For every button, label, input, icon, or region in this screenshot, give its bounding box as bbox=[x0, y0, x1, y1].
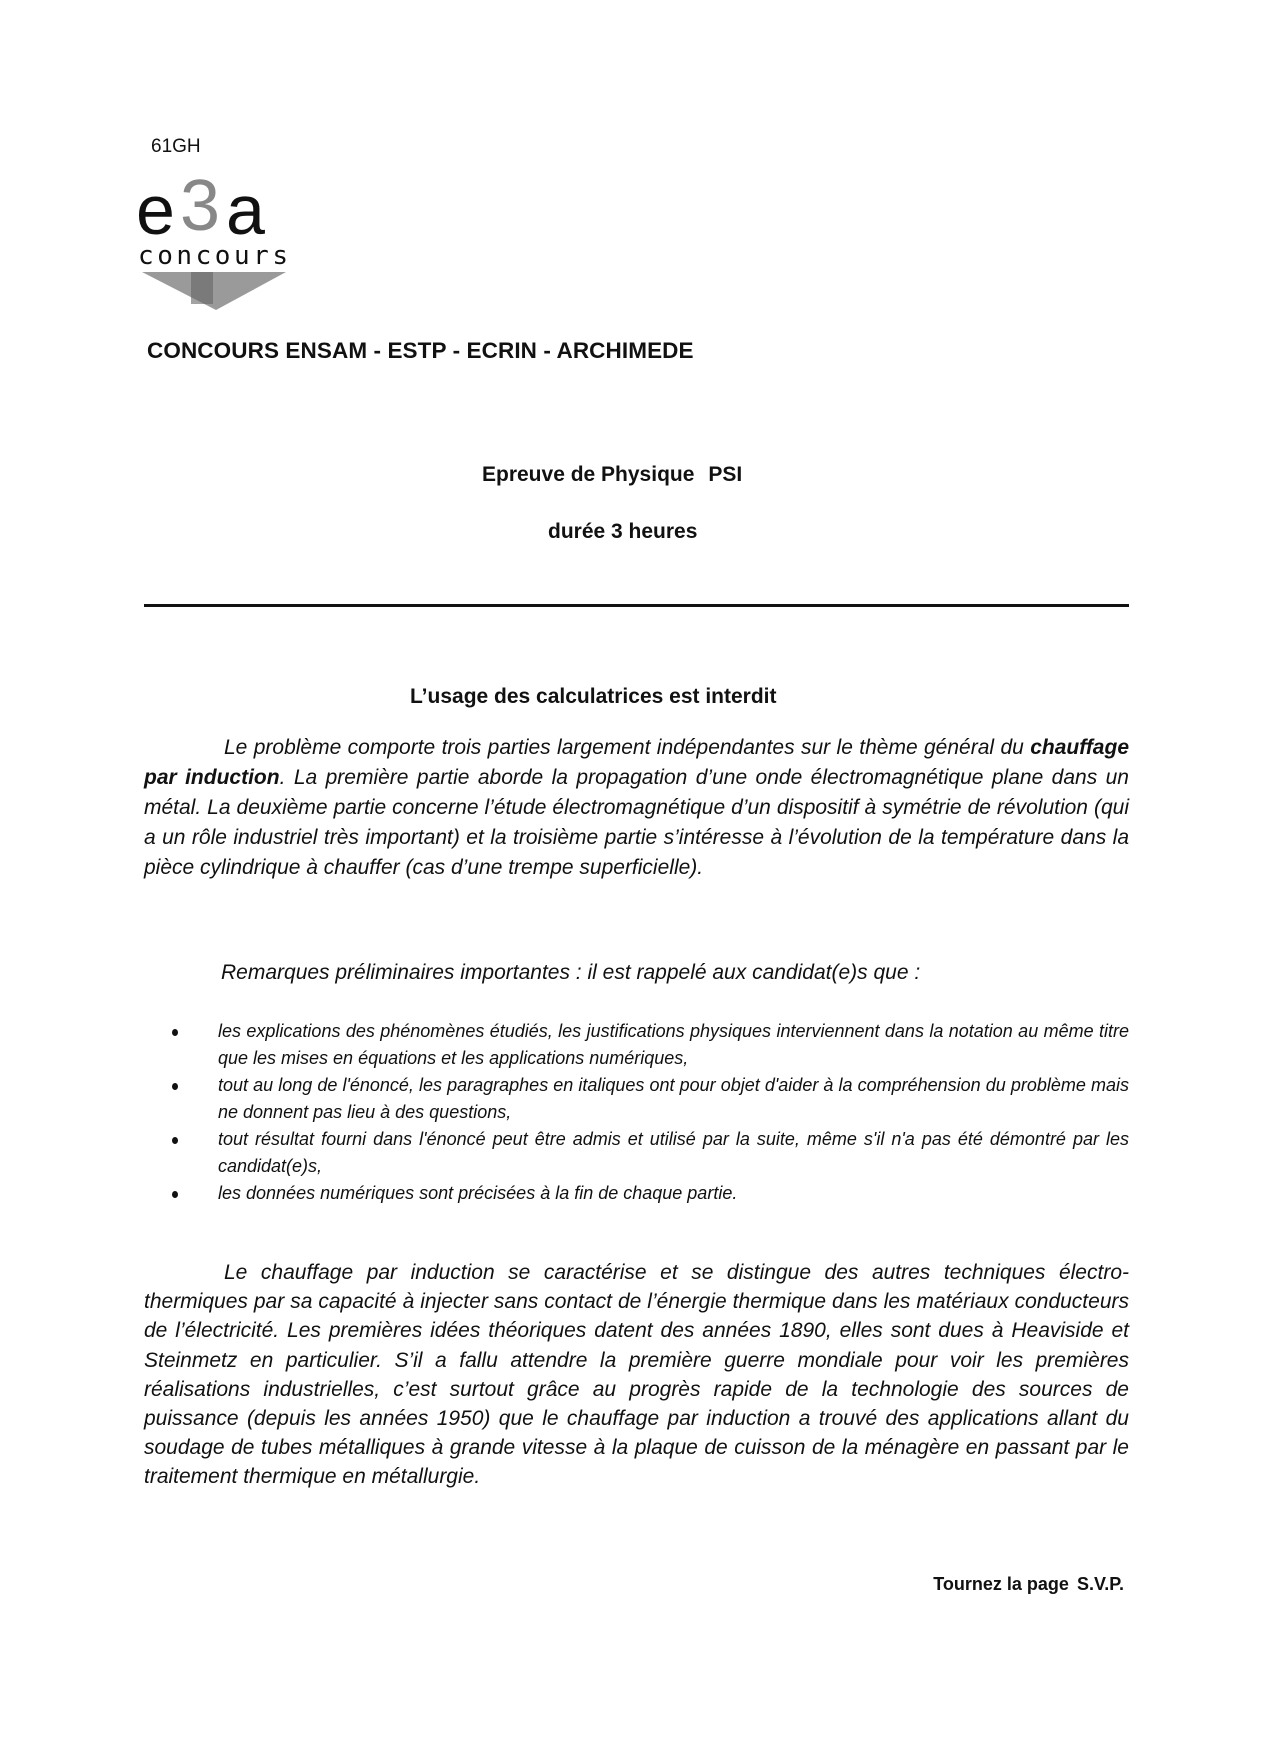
exam-duration: durée 3 heures bbox=[548, 520, 698, 543]
turn-page-note bbox=[144, 1573, 1124, 1595]
svg-text:concours: concours bbox=[138, 241, 288, 271]
list-item bbox=[172, 1018, 1129, 1072]
list-item-text: les données numériques sont précisées à la fin de chaque partie. bbox=[218, 1183, 738, 1203]
remarks-title: Remarques préliminaires importantes : il est rappelé aux candidat(e)s que : bbox=[221, 961, 921, 984]
bullet-icon bbox=[172, 1029, 178, 1036]
svg-text:e: e bbox=[136, 172, 175, 249]
list-item-text: tout résultat fourni dans l'énoncé peut être admis et utilisé par la suite, même s'il n'a pas été démontré par les candidat(e)s, bbox=[218, 1129, 1129, 1176]
e3a-logo bbox=[136, 172, 296, 312]
divider bbox=[144, 604, 1129, 607]
intro-text: Le problème comporte trois parties largement indépendantes sur le thème général du bbox=[224, 736, 1031, 759]
turn-page-text: Tournez la page bbox=[933, 1573, 1069, 1594]
svg-text:a: a bbox=[226, 172, 265, 249]
list-item-text: tout au long de l'énoncé, les paragraphes en italiques ont pour objet d'aider à la compréhension du problème mais ne donnent pas lieu à des questions, bbox=[218, 1075, 1129, 1122]
list-item bbox=[172, 1180, 1129, 1207]
bullet-icon bbox=[172, 1137, 178, 1144]
exam-title bbox=[482, 462, 1129, 488]
intro-text-rest: . La première partie aborde la propagation d’une onde électromagnétique plane dans un métal. La deuxième partie concerne l’étude électromagnétique d’un dispositif à symétrie de révolution (qui a un rôle industriel très important) et la troisième partie s’intéresse à l’évolution de la température dans la pièce cylindrique à chauffer (cas d’une trempe superficielle). bbox=[144, 766, 1129, 879]
bullet-icon bbox=[172, 1191, 178, 1198]
remarks-list bbox=[172, 1018, 1129, 1207]
svg-text:3: 3 bbox=[180, 172, 221, 246]
list-item-text: les explications des phénomènes étudiés, les justifications physiques interviennent dans la notation au même titre que les mises en équations et les applications numériques, bbox=[218, 1021, 1129, 1068]
exam-subject: Epreuve de Physique bbox=[482, 463, 695, 486]
exam-track: PSI bbox=[708, 463, 743, 486]
svp-text: S.V.P. bbox=[1076, 1573, 1124, 1594]
competition-title: CONCOURS ENSAM - ESTP - ECRIN - ARCHIMEDE bbox=[147, 338, 694, 363]
list-item bbox=[172, 1126, 1129, 1180]
intro-bold-topic: chauffage par induction bbox=[144, 736, 1129, 789]
exam-code: 61GH bbox=[151, 136, 201, 157]
list-item bbox=[172, 1072, 1129, 1126]
bullet-icon bbox=[172, 1083, 178, 1090]
calculator-notice: L’usage des calculatrices est interdit bbox=[410, 685, 777, 708]
context-paragraph: Le chauffage par induction se caractérise et se distingue des autres techniques électro-thermiques par sa capacité à injecter sans contact de l’énergie thermique dans les matériaux conducteurs de l’électricité. Les premières idées théoriques datent des années 1890, elles sont dues à Heaviside et Steinmetz en particulier. S’il a fallu attendre la première guerre mondiale pour voir les premières réalisations industrielles, c’est surtout grâce au progrès rapide de la technologie des sources de puissance (depuis les années 1950) que le chauffage par induction a trouvé des applications allant du soudage de tubes métalliques à grande vitesse à la plaque de cuisson de la ménagère en passant par le traitement thermique en métallurgie. bbox=[144, 1261, 1129, 1489]
intro-paragraph bbox=[144, 733, 1129, 883]
